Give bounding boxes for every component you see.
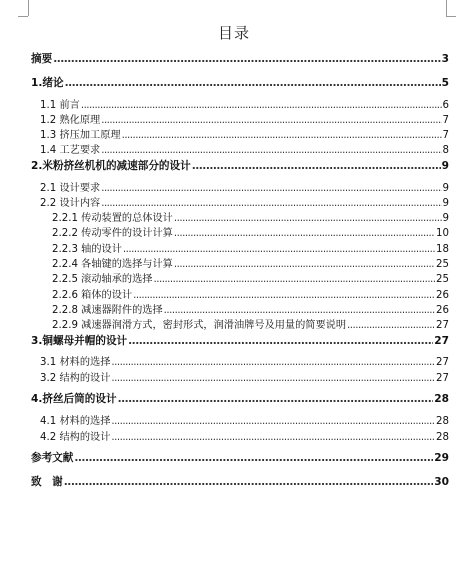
toc-entry-page: 6 xyxy=(442,99,449,111)
toc-leader xyxy=(81,98,442,113)
toc-entry-page: 10 xyxy=(436,228,449,240)
toc-entry[interactable] xyxy=(31,371,449,386)
toc-entry-page: 29 xyxy=(434,452,449,465)
toc-entry[interactable] xyxy=(31,128,449,143)
toc-entry-page: 9 xyxy=(442,213,449,225)
toc-entry-title: 致 谢 xyxy=(31,476,63,489)
toc-entry[interactable] xyxy=(31,211,449,226)
toc-entry-page: 25 xyxy=(436,274,449,286)
toc-entry-title: 2.2.6 箱体的设计 xyxy=(52,289,133,301)
toc-entry-title: 1.4 工艺要求 xyxy=(40,145,101,157)
toc-entry-title: 4.1 材料的选择 xyxy=(40,416,111,428)
toc-leader xyxy=(74,451,433,466)
page-corner-mark-right xyxy=(446,0,447,16)
toc-entry-title: 4.挤丝后筒的设计 xyxy=(31,393,117,406)
toc-entry[interactable] xyxy=(31,242,449,257)
toc-entry-title: 1.3 挤压加工原理 xyxy=(40,130,121,142)
toc-leader xyxy=(174,211,442,226)
toc-entry-page: 30 xyxy=(434,476,449,489)
toc-entry-title: 2.米粉挤丝机机的减速部分的设计 xyxy=(31,159,191,172)
toc-entry-title: 2.2.4 各轴键的选择与计算 xyxy=(52,259,173,271)
toc-entry-page: 9 xyxy=(442,182,449,194)
toc-entry[interactable] xyxy=(31,272,449,287)
toc-entry[interactable] xyxy=(31,76,449,91)
toc-leader xyxy=(111,414,435,429)
toc-leader xyxy=(53,52,440,67)
toc-entry[interactable] xyxy=(31,318,449,333)
toc-entry-title: 2.2.8 减速器附件的选择 xyxy=(52,304,163,316)
toc-entry-page: 9 xyxy=(442,197,449,209)
toc-entry[interactable] xyxy=(31,196,449,211)
toc-leader xyxy=(133,288,435,303)
toc-entry[interactable] xyxy=(31,52,449,67)
toc-entry-title: 参考文献 xyxy=(31,452,74,465)
toc-entry-title: 2.2.3 轴的设计 xyxy=(52,243,122,255)
toc-leader xyxy=(164,303,435,318)
toc-entry-title: 2.2.2 传动零件的设计计算 xyxy=(52,228,173,240)
toc-leader xyxy=(118,392,434,407)
toc-leader xyxy=(101,181,441,196)
table-of-contents xyxy=(31,52,449,490)
toc-entry[interactable] xyxy=(31,392,449,407)
toc-leader xyxy=(101,196,441,211)
toc-entry-page: 5 xyxy=(441,76,449,89)
toc-leader xyxy=(192,159,441,174)
toc-entry[interactable] xyxy=(31,226,449,241)
toc-entry-title: 摘要 xyxy=(31,53,53,65)
toc-entry-page: 18 xyxy=(436,243,449,255)
toc-entry-title: 2.2.1 传动装置的总体设计 xyxy=(52,213,173,225)
toc-entry-page: 7 xyxy=(442,114,449,126)
toc-leader xyxy=(122,128,442,143)
toc-entry-page: 26 xyxy=(436,289,449,301)
toc-leader xyxy=(111,371,435,386)
toc-entry[interactable] xyxy=(31,159,449,174)
toc-entry-title: 2.1 设计要求 xyxy=(40,182,101,194)
page-title: 目录 xyxy=(217,24,250,42)
toc-entry-title: 1.绪论 xyxy=(31,76,64,89)
page-corner-mark-left xyxy=(28,0,29,16)
toc-entry-page: 9 xyxy=(441,159,449,172)
toc-leader xyxy=(153,272,435,287)
toc-entry-page: 8 xyxy=(442,145,449,157)
toc-entry-title: 3.铜螺母并帽的设计 xyxy=(31,334,128,347)
toc-leader xyxy=(111,430,435,445)
toc-leader xyxy=(65,76,441,91)
toc-entry[interactable] xyxy=(31,257,449,272)
toc-leader xyxy=(174,257,435,272)
toc-leader xyxy=(174,226,435,241)
toc-entry-title: 4.2 结构的设计 xyxy=(40,431,111,443)
toc-entry[interactable] xyxy=(31,451,449,466)
toc-leader xyxy=(128,334,433,349)
toc-entry-title: 3.2 结构的设计 xyxy=(40,372,111,384)
toc-entry-page: 27 xyxy=(434,334,449,347)
toc-entry[interactable] xyxy=(31,334,449,349)
toc-entry[interactable] xyxy=(31,98,449,113)
toc-entry-page: 25 xyxy=(436,259,449,271)
toc-entry-page: 26 xyxy=(436,304,449,316)
toc-leader xyxy=(64,475,433,490)
toc-entry-title: 2.2.9 减速器润滑方式，密封形式，润滑油牌号及用量的简要说明 xyxy=(52,320,347,332)
toc-entry[interactable] xyxy=(31,430,449,445)
toc-entry-page: 27 xyxy=(436,357,449,369)
toc-entry[interactable] xyxy=(31,414,449,429)
toc-entry-title: 2.2 设计内容 xyxy=(40,197,101,209)
toc-leader xyxy=(123,242,435,257)
toc-leader xyxy=(111,355,435,370)
toc-entry[interactable] xyxy=(31,143,449,158)
toc-leader xyxy=(101,143,441,158)
toc-entry[interactable] xyxy=(31,475,449,490)
toc-entry[interactable] xyxy=(31,113,449,128)
toc-entry-page: 3 xyxy=(441,53,449,65)
toc-entry-title: 1.2 熟化原理 xyxy=(40,114,101,126)
toc-entry-title: 1.1 前言 xyxy=(40,99,80,111)
toc-entry-page: 28 xyxy=(434,393,449,406)
toc-entry-page: 7 xyxy=(442,130,449,142)
page-corner-mark-right xyxy=(446,16,456,17)
toc-entry-page: 28 xyxy=(436,431,449,443)
toc-entry-title: 3.1 材料的选择 xyxy=(40,357,111,369)
toc-entry-page: 28 xyxy=(436,416,449,428)
toc-entry-page: 27 xyxy=(436,372,449,384)
toc-leader xyxy=(101,113,441,128)
toc-entry[interactable] xyxy=(31,303,449,318)
toc-entry[interactable] xyxy=(31,181,449,196)
toc-entry[interactable] xyxy=(31,288,449,303)
toc-leader xyxy=(347,318,435,333)
toc-entry-title: 2.2.5 滚动轴承的选择 xyxy=(52,274,153,286)
toc-entry[interactable] xyxy=(31,355,449,370)
toc-entry-page: 27 xyxy=(436,320,449,332)
page-corner-mark-left xyxy=(18,16,28,17)
